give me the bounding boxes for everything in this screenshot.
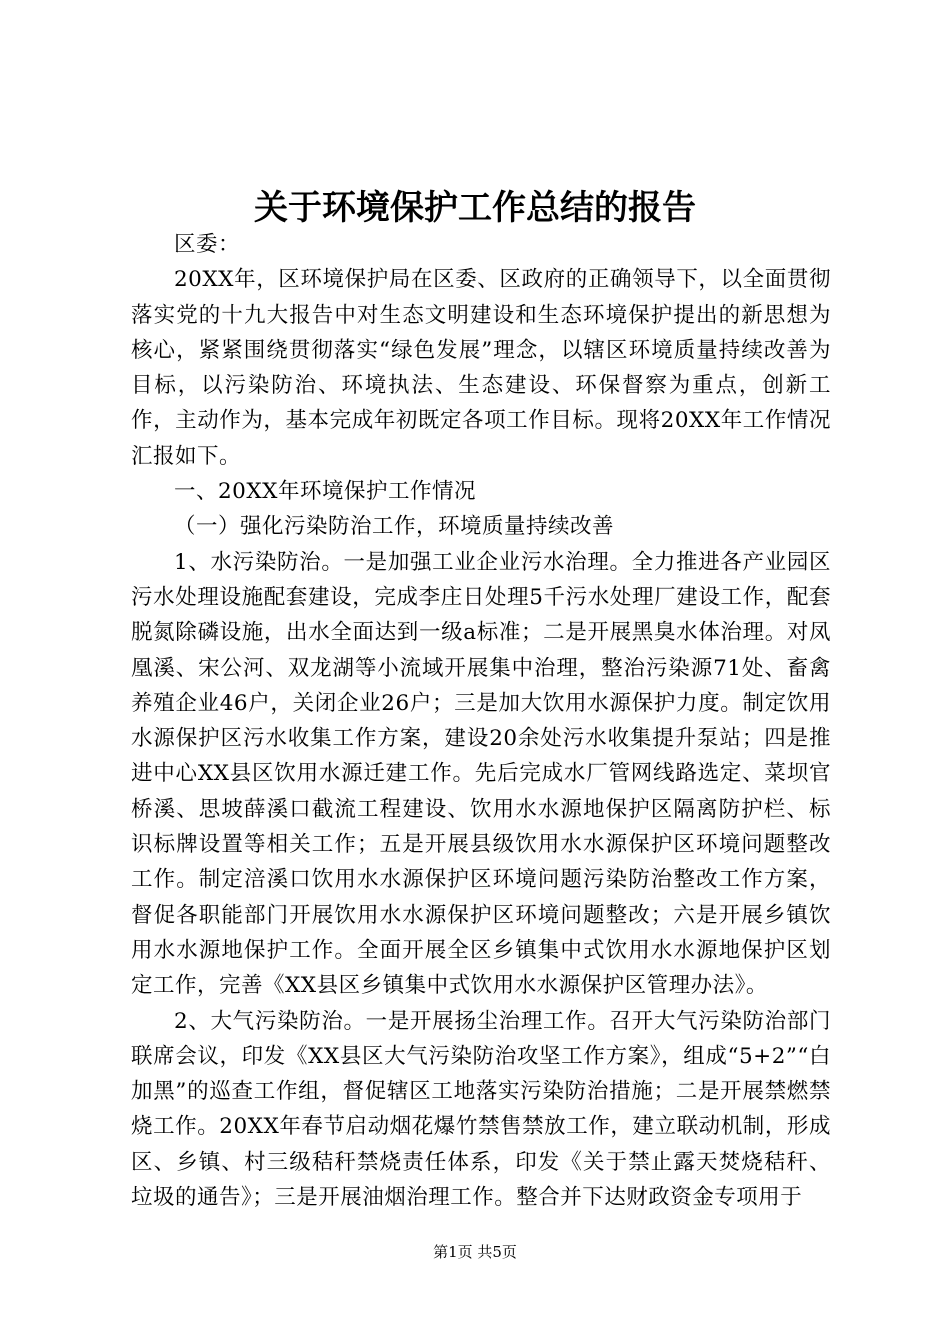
subsection-heading: （一）强化污染防治工作，环境质量持续改善	[174, 514, 615, 540]
document-title: 关于环境保护工作总结的报告	[254, 188, 696, 228]
air-pollution-paragraph: 2、大气污染防治。一是开展扬尘治理工作。召开大气污染防治部门联席会议，印发《XX县区大气污染防治攻坚工作方案》，组成“5+2”“白加黑”的巡查工作组，督促辖区工地落实污染防治措施；二是开展禁燃禁烧工作。20XX年春节启动烟花爆竹禁售禁放工作，建立联动机制，形成区、乡镇、村三级秸秆禁烧责任体系，印发《关于禁止露天焚烧秸秆、垃圾的通告》；三是开展油烟治理工作。整合并下达财政资金专项用于	[131, 1008, 831, 1211]
document-body	[131, 227, 831, 1215]
section-heading: 一、20XX年环境保护工作情况	[174, 479, 476, 505]
intro-paragraph: 20XX年，区环境保护局在区委、区政府的正确领导下，以全面贯彻落实党的十九大报告中对生态文明建设和生态环境保护提出的新思想为核心，紧紧围绕贯彻落实“绿色发展”理念，以辖区环境质量持续改善为目标，以污染防治、环境执法、生态建设、环保督察为重点，创新工作，主动作为，基本完成年初既定各项工作目标。现将20XX年工作情况汇报如下。	[131, 267, 831, 469]
water-pollution-paragraph: 1、水污染防治。一是加强工业企业污水治理。全力推进各产业园区污水处理设施配套建设，完成李庄日处理5千污水处理厂建设工作，配套脱氮除磷设施，出水全面达到一级a标准；二是开展黑臭水体治理。对凤凰溪、宋公河、双龙湖等小流域开展集中治理，整治污染源71处、畜禽养殖企业46户，关闭企业26户；三是加大饮用水源保护力度。制定饮用水源保护区污水收集工作方案，建设20余处污水收集提升泵站；四是推进中心XX县区饮用水源迁建工作。先后完成水厂管网线路选定、菜坝官桥溪、思坡薛溪口截流工程建设、饮用水水源地保护区隔离防护栏、标识标牌设置等相关工作；五是开展县级饮用水水源保护区环境问题整改工作。制定涪溪口饮用水水源保护区环境问题污染防治整改工作方案，督促各职能部门开展饮用水水源保护区环境问题整改；六是开展乡镇饮用水水源地保护工作。全面开展全区乡镇集中式饮用水水源地保护区划定工作，完善《XX县区乡镇集中式饮用水水源保护区管理办法》。	[131, 549, 831, 999]
page-number-footer: 第1页 共5页	[433, 1243, 517, 1261]
salutation: 区委：	[174, 232, 241, 257]
